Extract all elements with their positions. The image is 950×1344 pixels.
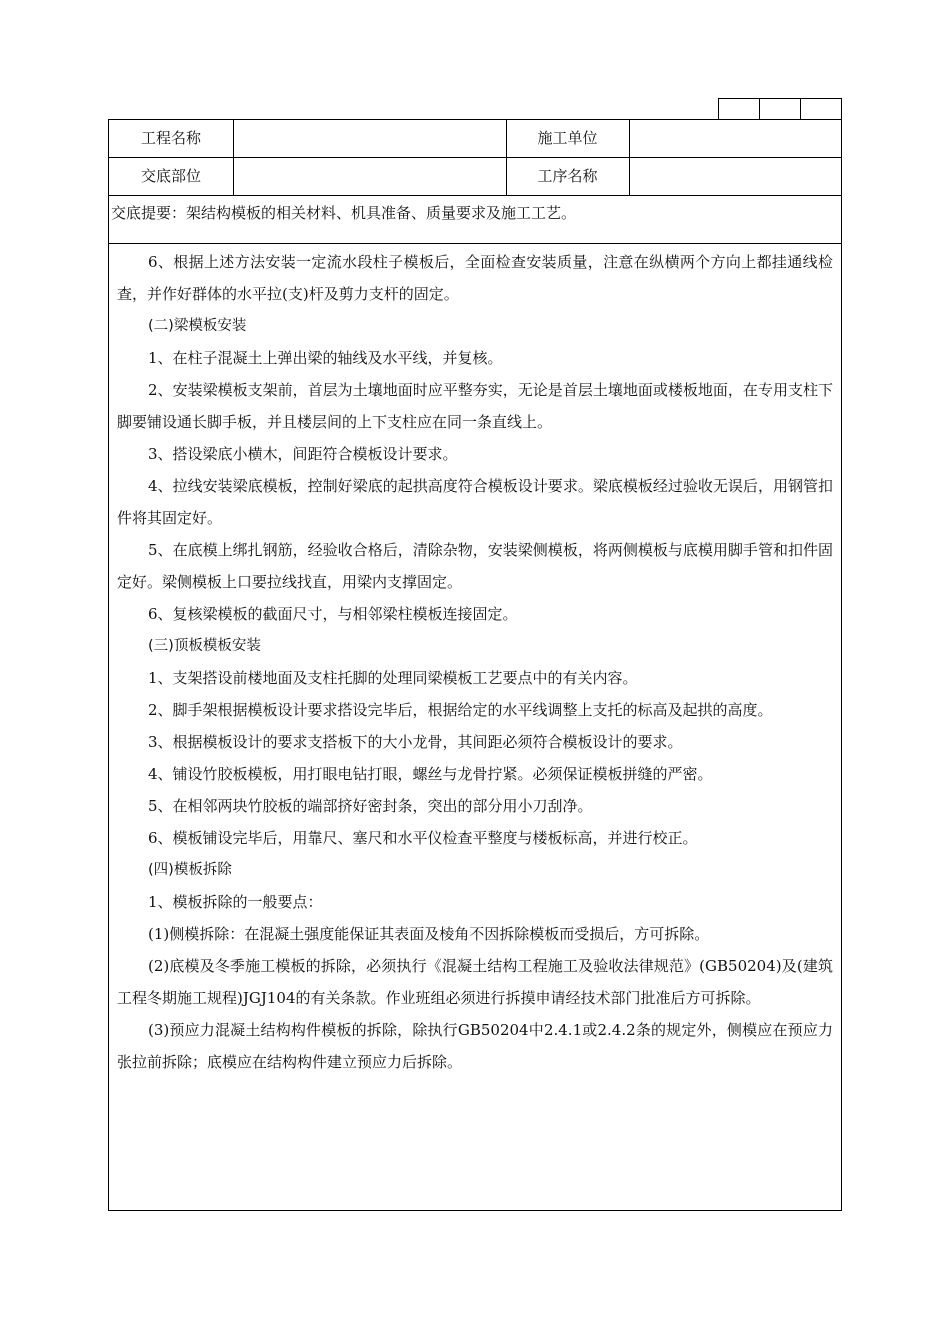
paragraph: 3、搭设梁底小横木，间距符合模板设计要求。: [148, 445, 458, 463]
header-row-1: [109, 120, 841, 158]
paragraph: 1、在柱子混凝土上弹出梁的轴线及水平线，并复核。: [148, 349, 503, 367]
paragraph: 4、拉线安装梁底模板，控制好梁底的起拱高度符合模板设计要求。梁底模板经过验收无误后，用钢管扣件将其固定好。: [117, 477, 833, 527]
project-name-label: 工程名称: [140, 129, 201, 147]
paragraph: 3、根据模板设计的要求支搭板下的大小龙骨，其间距必须符合模板设计的要求。: [148, 733, 683, 751]
header-row-2: [109, 158, 841, 196]
paragraph: 1、支架搭设前楼地面及支柱托脚的处理同梁模板工艺要点中的有关内容。: [148, 669, 638, 687]
location-label: 交底部位: [140, 167, 201, 185]
project-name-field[interactable]: [233, 120, 506, 157]
process-field[interactable]: [629, 158, 841, 195]
paragraph: (2)底模及冬季施工模板的拆除，必须执行《混凝土结构工程施工及验收法律规范》(GB50204)及(建筑工程冬期施工规程)JGJ104的有关条款。作业班组必须进行拆摸申请经技术部门批准后方可拆除。: [117, 957, 833, 1007]
section-heading: (四)模板拆除: [148, 862, 232, 878]
content-body: [109, 244, 841, 1078]
paragraph: 4、铺设竹胶板模板，用打眼电钻打眼，螺丝与龙骨拧紧。必须保证模板拼缝的严密。: [148, 765, 713, 783]
summary-text: 交底提要：架结构模板的相关材料、机具准备、质量要求及施工工艺。: [109, 196, 841, 244]
contractor-field[interactable]: [629, 120, 841, 157]
location-field[interactable]: [233, 158, 506, 195]
paragraph: 6、根据上述方法安装一定流水段柱子模板后，全面检查安装质量，注意在纵横两个方向上都挂通线检查，并作好群体的水平拉(支)杆及剪力支杆的固定。: [117, 253, 833, 303]
paragraph: 2、脚手架根据模板设计要求搭设完毕后，根据给定的水平线调整上支托的标高及起拱的高度。: [148, 701, 773, 719]
paragraph: 1、模板拆除的一般要点：: [148, 893, 323, 911]
paragraph: 2、安装梁模板支架前，首层为土壤地面时应平整夯实，无论是首层土壤地面或楼板地面，在专用支柱下脚要铺设通长脚手板，并且楼层间的上下支柱应在同一条直线上。: [117, 381, 833, 431]
code-box-1: [719, 99, 760, 119]
paragraph: 6、模板铺设完毕后，用靠尺、塞尺和水平仪检查平整度与楼板标高，并进行校正。: [148, 829, 698, 847]
corner-code-boxes: [718, 98, 842, 119]
paragraph: (3)预应力混凝土结构构件模板的拆除，除执行GB50204中2.4.1或2.4.2条的规定外，侧模应在预应力张拉前拆除；底模应在结构构件建立预应力后拆除。: [117, 1021, 833, 1071]
section-heading: (二)梁模板安装: [148, 318, 247, 334]
code-box-3: [801, 99, 841, 119]
disclosure-form: [108, 119, 842, 1211]
contractor-label: 施工单位: [537, 129, 598, 147]
paragraph: 5、在底模上绑扎钢筋，经验收合格后，清除杂物，安装梁侧模板，将两侧模板与底模用脚手管和扣件固定好。梁侧模板上口要拉线找直，用梁内支撑固定。: [117, 541, 833, 591]
paragraph: 5、在相邻两块竹胶板的端部挤好密封条，突出的部分用小刀刮净。: [148, 797, 593, 815]
code-box-2: [760, 99, 801, 119]
paragraph: (1)侧模拆除：在混凝土强度能保证其表面及棱角不因拆除模板而受损后，方可拆除。: [148, 925, 710, 943]
paragraph: 6、复核梁模板的截面尺寸，与相邻梁柱模板连接固定。: [148, 605, 518, 623]
process-label: 工序名称: [537, 167, 598, 185]
section-heading: (三)顶板模板安装: [148, 638, 261, 654]
